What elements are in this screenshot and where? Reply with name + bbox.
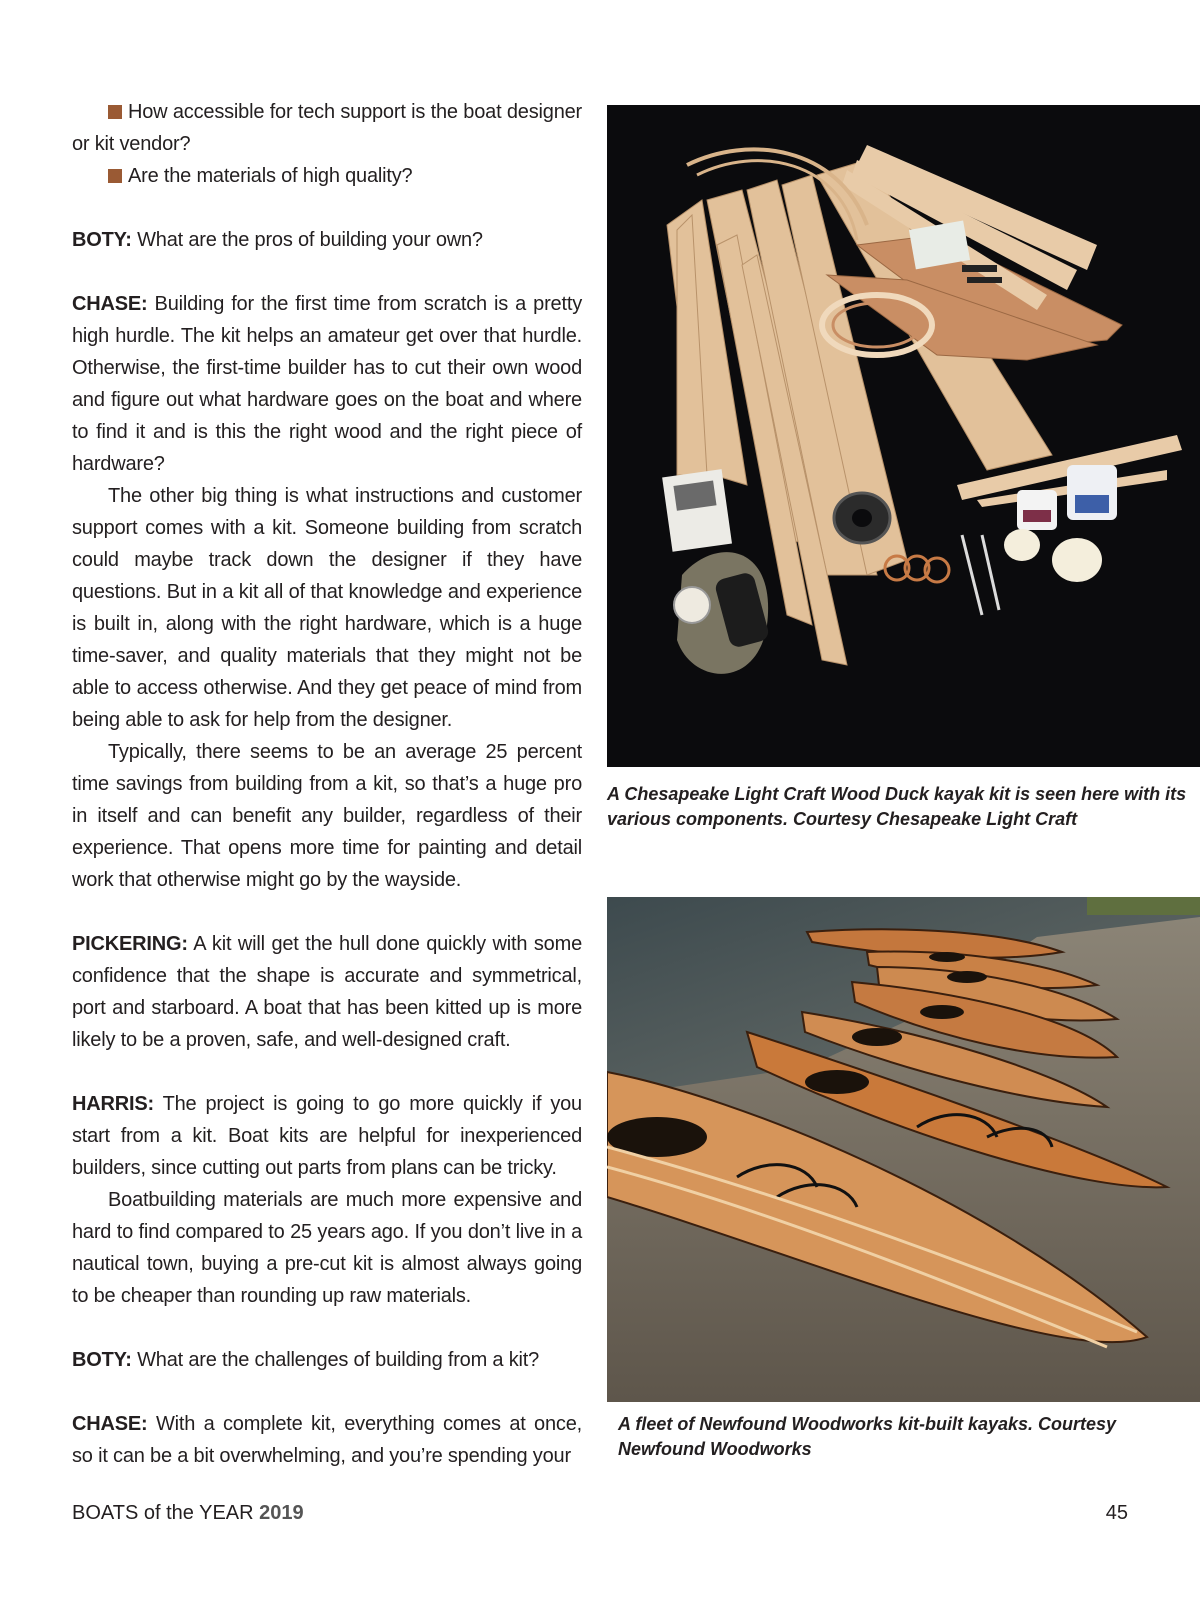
question-paragraph: BOTY: What are the pros of building your own? <box>72 229 483 251</box>
speaker-label: HARRIS: <box>72 1093 154 1115</box>
article-column <box>72 96 582 1472</box>
body-paragraph: Boatbuilding materials are much more expensive and hard to find compared to 25 years ago. If you don’t live in a nautical town, buying a pre-cut kit is almost always going to be cheaper than rounding up raw materials. <box>72 1189 582 1307</box>
answer-paragraph: HARRIS: The project is going to go more quickly if you start from a kit. Boat kits are helpful for inexperienced builders, since cutting out parts from plans can be tricky. <box>72 1093 582 1179</box>
kayak-kit-photo <box>607 105 1200 767</box>
square-bullet-icon <box>108 105 122 119</box>
kayak-fleet-photo <box>607 897 1200 1402</box>
page-number: 45 <box>1105 1502 1128 1524</box>
bullet-item: How accessible for tech support is the boat designer or kit vendor? <box>72 101 582 155</box>
body-paragraph: Typically, there seems to be an average 25 percent time savings from building from a kit, so that’s a huge pro in itself and can benefit any builder, regardless of their experience. That opens more time for painting and detail work that otherwise might go by the wayside. <box>72 741 582 891</box>
speaker-label: CHASE: <box>72 1413 148 1435</box>
publication-footer: BOATS of the YEAR 2019 <box>72 1502 304 1524</box>
speaker-label: BOTY: <box>72 1349 132 1371</box>
body-paragraph: The other big thing is what instructions and customer support comes with a kit. Someone building from scratch could maybe track down the designer if they have questions. But in a kit all of that knowledge and experience is built in, along with the right hardware, which is a huge time-saver, and quality materials that they might not be able to access otherwise. And they get peace of mind from being able to ask for help from the designer. <box>72 485 582 731</box>
photo-caption: A fleet of Newfound Woodworks kit-built kayaks. Courtesy Newfound Woodworks <box>618 1414 1117 1459</box>
question-paragraph: BOTY: What are the challenges of building from a kit? <box>72 1349 540 1371</box>
answer-paragraph: CHASE: With a complete kit, everything comes at once, so it can be a bit overwhelming, and you’re spending your <box>72 1413 582 1467</box>
bullet-item: Are the materials of high quality? <box>72 160 582 192</box>
answer-paragraph: CHASE: Building for the first time from scratch is a pretty high hurdle. The kit helps an amateur get over that hurdle. Otherwise, the first-time builder has to cut their own wood and figure out what hardware goes on the boat and where to find it and is this the right wood and the right piece of hardware? <box>72 293 582 475</box>
speaker-label: BOTY: <box>72 229 132 251</box>
photo-caption: A Chesapeake Light Craft Wood Duck kayak kit is seen here with its various components. Courtesy Chesapeake Light Craft <box>607 784 1187 829</box>
footer-year: 2019 <box>259 1502 304 1524</box>
answer-paragraph: PICKERING: A kit will get the hull done quickly with some confidence that the shape is accurate and symmetrical, port and starboard. A boat that has been kitted up is more likely to be a proven, safe, and well-designed craft. <box>72 933 582 1051</box>
speaker-label: CHASE: <box>72 293 148 315</box>
speaker-label: PICKERING: <box>72 933 188 955</box>
square-bullet-icon <box>108 169 122 183</box>
